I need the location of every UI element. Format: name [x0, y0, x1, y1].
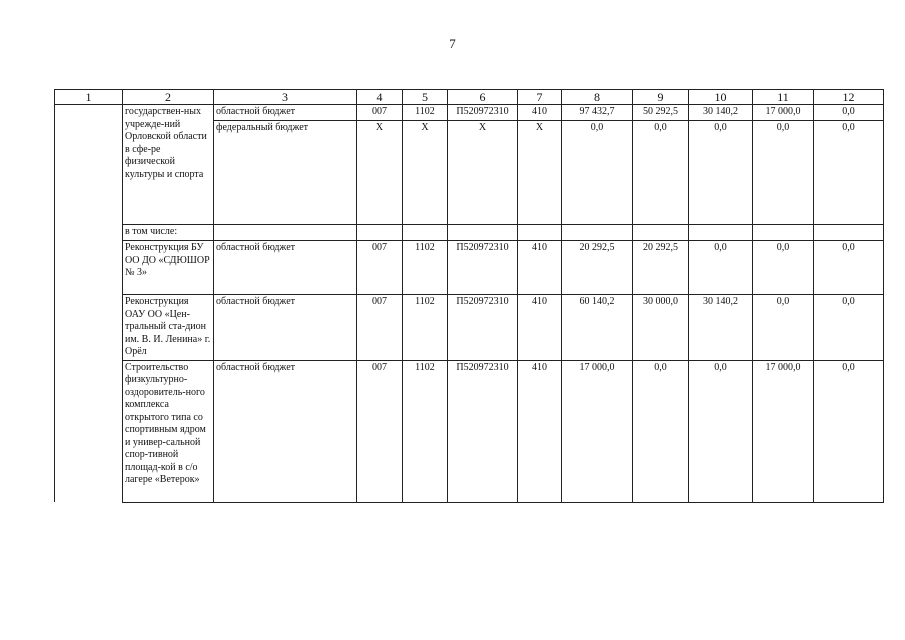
budget-table	[54, 89, 884, 503]
amount-cell: 0,0	[689, 241, 753, 295]
column-header: 10	[689, 90, 753, 105]
column-header: 5	[403, 90, 448, 105]
code-cell: 410	[518, 295, 562, 361]
code-cell: 1102	[403, 295, 448, 361]
code-cell: 007	[357, 241, 403, 295]
table-row	[55, 295, 884, 361]
amount-cell: 17 000,0	[753, 105, 814, 121]
code-cell: 1102	[403, 241, 448, 295]
code-cell: П520972310	[448, 241, 518, 295]
empty-cell	[689, 225, 753, 241]
amount-cell: 0,0	[814, 360, 884, 502]
amount-cell: 0,0	[814, 105, 884, 121]
amount-cell: 30 140,2	[689, 295, 753, 361]
code-cell: 410	[518, 241, 562, 295]
amount-cell: 0,0	[633, 360, 689, 502]
amount-cell: 0,0	[814, 295, 884, 361]
amount-cell: 0,0	[814, 241, 884, 295]
purpose-cell: Реконструкция ОАУ ОО «Цен-тральный ста-дион им. В. И. Ленина» г. Орёл	[123, 295, 214, 361]
column-header: 9	[633, 90, 689, 105]
code-cell: П520972310	[448, 295, 518, 361]
purpose-cell: в том числе:	[123, 225, 214, 241]
table-row	[55, 360, 884, 502]
funding-source-cell: областной бюджет	[214, 295, 357, 361]
table-header-row	[55, 90, 884, 105]
amount-cell: 17 000,0	[753, 360, 814, 502]
code-cell: 007	[357, 295, 403, 361]
empty-cell	[518, 225, 562, 241]
column-header: 11	[753, 90, 814, 105]
amount-cell: 50 292,5	[633, 105, 689, 121]
amount-cell: 30 140,2	[689, 105, 753, 121]
column-header: 4	[357, 90, 403, 105]
funding-source-cell: федеральный бюджет	[214, 121, 357, 225]
amount-cell: 0,0	[633, 121, 689, 225]
table-row	[55, 225, 884, 241]
amount-cell: 0,0	[753, 295, 814, 361]
empty-cell	[814, 225, 884, 241]
funding-source-cell: областной бюджет	[214, 241, 357, 295]
amount-cell: 0,0	[753, 241, 814, 295]
empty-cell	[562, 225, 633, 241]
amount-cell: 0,0	[814, 121, 884, 225]
column-header: 1	[55, 90, 123, 105]
amount-cell: 17 000,0	[562, 360, 633, 502]
empty-cell	[448, 225, 518, 241]
column-header: 7	[518, 90, 562, 105]
empty-cell	[55, 105, 123, 503]
funding-source-cell: областной бюджет	[214, 105, 357, 121]
code-cell: Х	[518, 121, 562, 225]
code-cell: 007	[357, 360, 403, 502]
funding-source-cell: областной бюджет	[214, 360, 357, 502]
empty-cell	[357, 225, 403, 241]
amount-cell: 20 292,5	[562, 241, 633, 295]
empty-cell	[633, 225, 689, 241]
page-number: 7	[449, 36, 456, 51]
amount-cell: 0,0	[689, 360, 753, 502]
code-cell: Х	[357, 121, 403, 225]
amount-cell: 0,0	[753, 121, 814, 225]
amount-cell: 97 432,7	[562, 105, 633, 121]
code-cell: 410	[518, 360, 562, 502]
code-cell: Х	[403, 121, 448, 225]
amount-cell: 60 140,2	[562, 295, 633, 361]
code-cell: Х	[448, 121, 518, 225]
column-header: 8	[562, 90, 633, 105]
empty-cell	[753, 225, 814, 241]
column-header: 3	[214, 90, 357, 105]
code-cell: 007	[357, 105, 403, 121]
empty-cell	[214, 225, 357, 241]
code-cell: 1102	[403, 105, 448, 121]
purpose-cell: Реконструкция БУ ОО ДО «СДЮШОР № 3»	[123, 241, 214, 295]
table-row	[55, 105, 884, 121]
code-cell: П520972310	[448, 105, 518, 121]
amount-cell: 0,0	[689, 121, 753, 225]
column-header: 2	[123, 90, 214, 105]
purpose-cell: Строительство физкультурно-оздоровитель-ного комплекса открытого типа со спортивным ядром и универ-сальной спор-тивной площад-кой в с/о лагере «Ветерок»	[123, 360, 214, 502]
purpose-cell: государствен-ных учрежде-ний Орловской области в сфе-ре физической культуры и спорта	[123, 105, 214, 225]
table-row	[55, 241, 884, 295]
amount-cell: 0,0	[562, 121, 633, 225]
column-header: 12	[814, 90, 884, 105]
amount-cell: 30 000,0	[633, 295, 689, 361]
empty-cell	[403, 225, 448, 241]
amount-cell: 20 292,5	[633, 241, 689, 295]
code-cell: П520972310	[448, 360, 518, 502]
code-cell: 410	[518, 105, 562, 121]
code-cell: 1102	[403, 360, 448, 502]
column-header: 6	[448, 90, 518, 105]
